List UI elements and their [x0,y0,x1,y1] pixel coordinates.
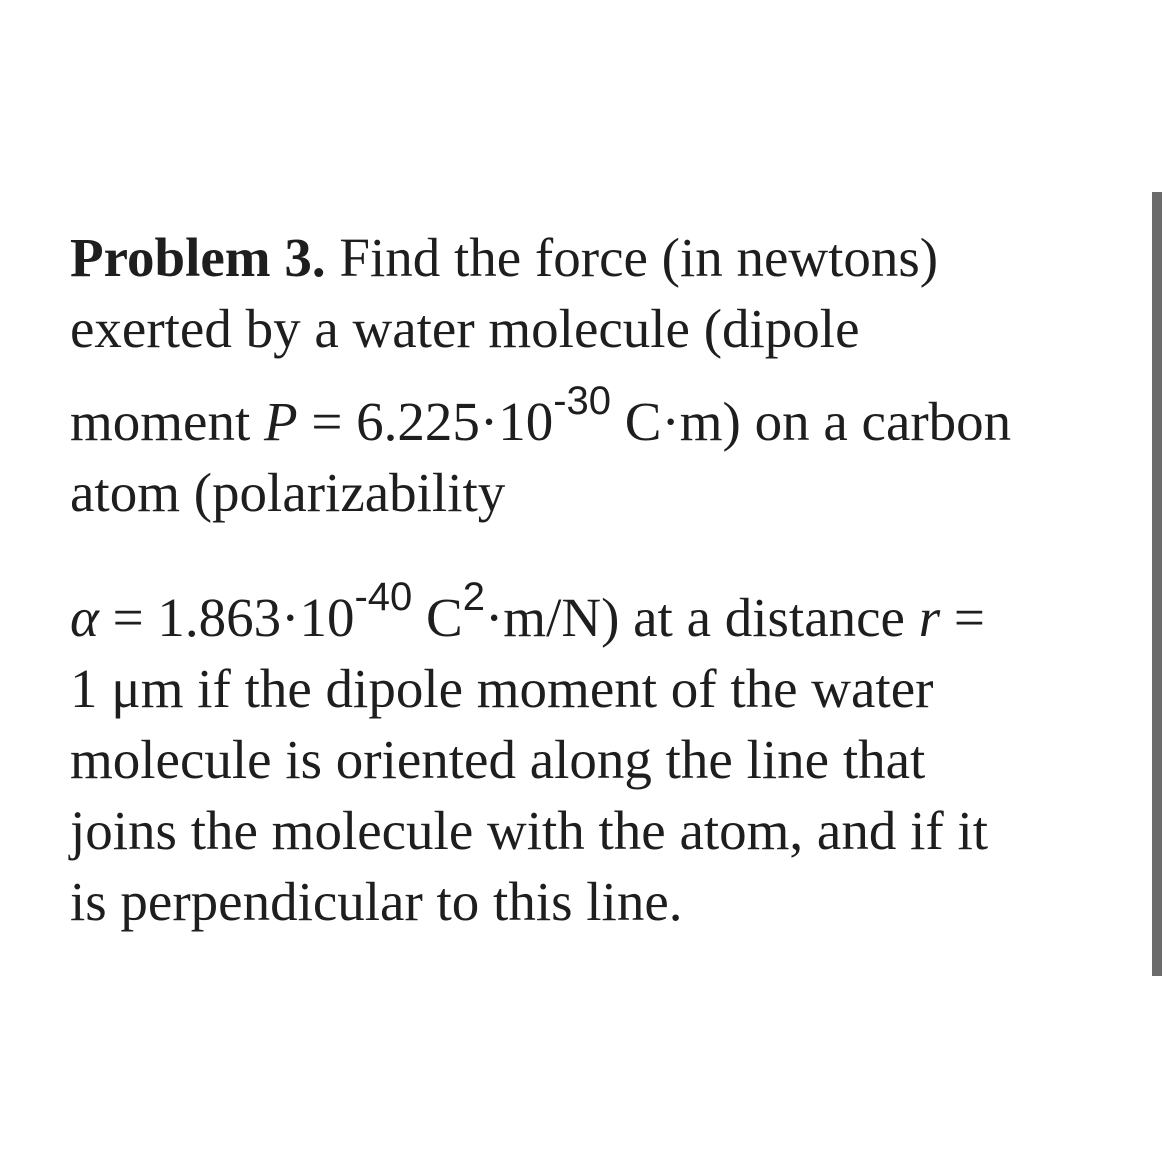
distance-variable: r [918,587,941,648]
problem-line-7: molecule is oriented along the line that [70,729,926,790]
problem-line-1-text: Find the force (in newtons) [325,227,939,288]
problem-line-3 [70,379,1140,457]
dipole-exponent: -30 [553,379,612,423]
problem-text [70,222,1140,937]
problem-line-4: atom (polarizability [70,462,506,523]
alpha-unit-rest: ·m/N) at a distance [484,587,919,648]
problem-line-6: 1 μm if the dipole moment of the water [70,658,934,719]
problem-line-1 [70,222,1140,293]
alpha-value: = 1.863·10 [98,587,355,648]
dipole-value: = 6.225·10 [297,391,554,452]
alpha-symbol: α [70,587,99,648]
problem-line-9: is perpendicular to this line. [70,871,683,932]
alpha-exponent: -40 [354,575,413,619]
problem-line-5 [70,575,1140,653]
problem-line-2: exerted by a water molecule (dipole [70,298,860,359]
distance-equals: = [940,587,985,648]
dipole-unit: C·m) on a carbon [611,391,1012,452]
dipole-variable: P [264,391,298,452]
alpha-unit-exponent: 2 [462,575,485,619]
alpha-unit-c: C [412,587,463,648]
moment-word: moment [70,391,265,452]
paragraph-gap [70,528,1140,582]
problem-line-8: joins the molecule with the atom, and if it [70,800,989,861]
scrollbar[interactable] [1152,192,1162,976]
problem-label: Problem 3. [70,227,326,288]
